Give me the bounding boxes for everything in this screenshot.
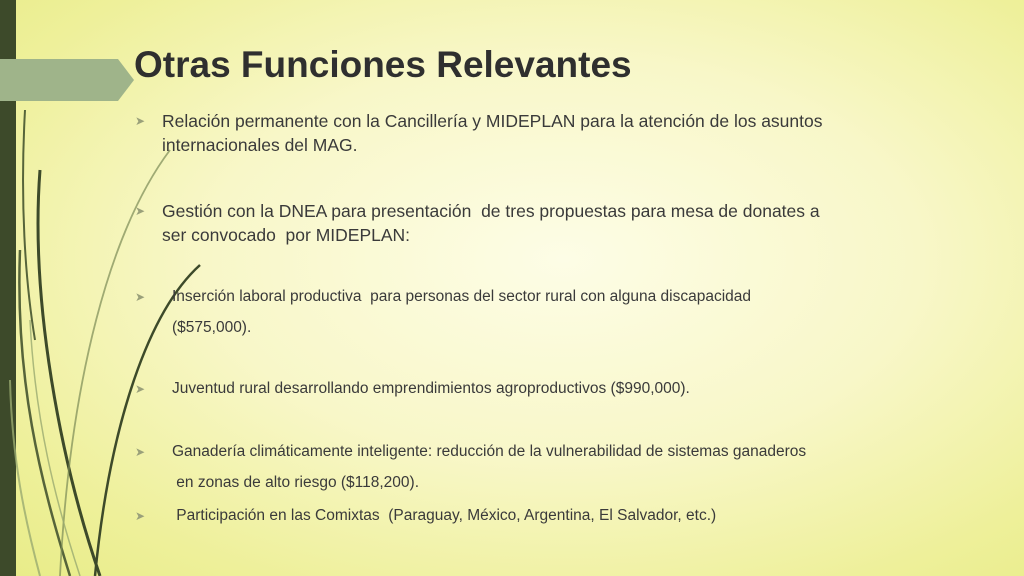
arrow-bullet-icon: ➤ [135,290,146,304]
arrow-bullet-icon: ➤ [135,509,146,523]
bullet-line: internacionales del MAG. [162,135,358,155]
bullet-item [135,109,823,157]
bullet-item [135,440,807,495]
bullet-line: Participación en las Comixtas (Paraguay, México, Argentina, El Salvador, etc.) [172,507,717,524]
slide-title: Otras Funciones Relevantes [134,44,632,85]
bullet-line: Gestión con la DNEA para presentación de tres propuestas para mesa de donates a [162,201,820,221]
bullet-line: Ganadería climáticamente inteligente: reducción de la vulnerabilidad de sistemas ganaderos [172,443,807,460]
bullet-line: ser convocado por MIDEPLAN: [162,225,411,245]
bullet-line: Relación permanente con la Cancillería y MIDEPLAN para la atención de los asuntos [162,111,823,131]
bullet-item [135,199,820,247]
bullet-line: Inserción laboral productiva para personas del sector rural con alguna discapacidad [172,288,752,305]
arrow-bullet-icon: ➤ [135,445,146,459]
bullet-item [135,285,752,340]
bullet-line: Juventud rural desarrollando emprendimientos agroproductivos ($990,000). [172,380,690,397]
arrow-bullet-icon: ➤ [135,204,146,218]
bullet-item [135,504,717,528]
arrow-bullet-icon: ➤ [135,114,146,128]
bullet-line: ($575,000). [172,319,252,336]
bullet-line: en zonas de alto riesgo ($118,200). [172,474,420,491]
bullet-item [135,377,690,401]
title-tab-shape [0,59,134,101]
arrow-bullet-icon: ➤ [135,382,146,396]
